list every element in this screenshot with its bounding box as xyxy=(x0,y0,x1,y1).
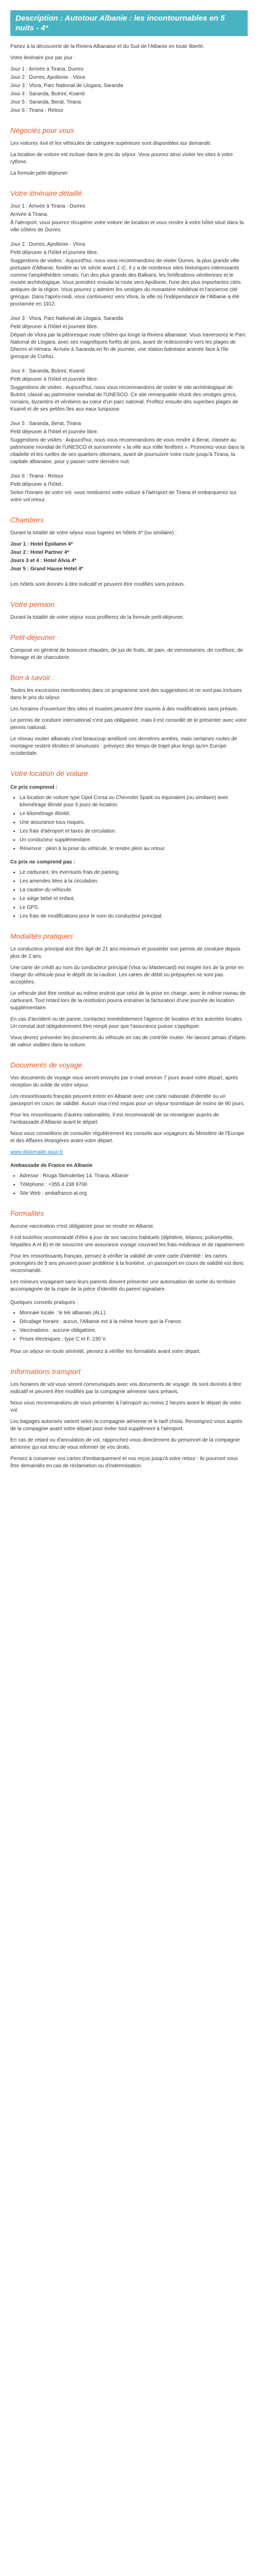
day-description: Suggestions de visites : Aujourd'hui, nous vous recommandons de visiter le site archéologique de Butrint, classé au patrimoine mondial de l'UNESCO. Ce site remarquable réunit des vestiges grecs, romains, byzantins et vénitiens au cœur d'un parc national. Profitez ensuite des superbes plages de Ksamil et de ses petites îles aux eaux turquoise. xyxy=(10,385,238,412)
itinerary-day xyxy=(10,473,248,504)
excluded-list xyxy=(10,869,248,920)
day-heading: Jour 6 : Tirana - Retour xyxy=(10,473,63,479)
hotel-item: Jour 5 : Grand Hause Hotel 4* xyxy=(10,566,84,572)
section-title-formalites: Formalités xyxy=(10,1209,44,1217)
section-title-petit-dejeuner: Petit-déjeuner xyxy=(10,633,56,641)
included-list xyxy=(10,794,248,853)
list-item: • Les amendes liées à la circulation. xyxy=(20,878,248,885)
page-title: Description : Autotour Albanie : les incontournables en 5 nuits - 4* xyxy=(10,10,248,36)
list-item: • Le kilométrage illimité. xyxy=(20,810,248,818)
documents-text: Nous vous conseillons de consulter régulièrement les conseils aux voyageurs du Ministère de l'Europe et des Affaires étrangères avant votre départ. xyxy=(10,1131,245,1144)
day-meal: Petit déjeuner à l'hôtel. xyxy=(10,482,63,487)
day-heading: Jour 4 : Saranda, Butrint, Ksamil xyxy=(10,368,85,374)
transport-text: Les horaires de vol vous seront communiqués avec vos documents de voyage. Ils sont donnés à titre indicatif et peuvent être modifiés par la compagnie aérienne sans préavis. xyxy=(10,1382,241,1395)
section-title-location: Votre location de voiture xyxy=(10,769,88,777)
intro-day: Jour 6 : Tirana - Retour xyxy=(10,108,63,113)
embassy-list xyxy=(10,1173,248,1197)
negocies-text: La formule petit-déjeuner xyxy=(10,171,68,176)
intro-day: Jour 1 : Arrivée à Tirana, Durres xyxy=(10,66,84,72)
hotel-item: Jours 3 et 4 : Hotel Alvia 4* xyxy=(10,558,77,564)
excluded-title: Ce prix ne comprend pas : xyxy=(10,859,75,865)
formalites-text: Il est toutefois recommandé d'être à jour de ses vaccins habituels (diphtérie, tétanos, poliomyélite, hépatites A et B) et de souscrire une assurance voyage couvrant les frais médicaux et de rapatriement. xyxy=(10,1235,246,1248)
itinerary-day xyxy=(10,420,248,466)
bon-a-savoir-text: Toutes les excursions mentionnées dans ce programme sont des suggestions et ne sont pas incluses dans le prix du séjour. xyxy=(10,688,242,701)
list-item: • Adresse : Rruga Skënderbej 14, Tirana, Albanie xyxy=(20,1173,248,1180)
transport-text: Pensez à conserver vos cartes d'embarquement et vos reçus jusqu'à votre retour : ils pourront vous être demandés en cas de réclamation ou d'indemnisation. xyxy=(10,1456,238,1469)
intro-day: Jour 3 : Vlora, Parc National de Llogara, Saranda xyxy=(10,83,123,89)
day-description: Suggestions de visites : Aujourd'hui, nous vous recommandons de visiter Durres, la plus grande ville portuaire d'Albanie, fondée au Ve siècle avant J.-C. Il y a de nombreux sites historiques intéressants comme l'amphithéâtre romain, l'un des plus grands des Balkans, les fortifications vénitiennes et le musée archéologique. Vous prendrez ensuite la route vers Apollonie, l'une des plus importantes cités antiques de la région. Vous pourrez y admirer les vestiges du monastère médiéval et l'ancienne cité grecque. Dans l'après-midi, vous continuerez vers Vlora, la ville où l'indépendance de l'Albanie a été proclamée en 1912. xyxy=(10,258,241,307)
day-meal: Petit déjeuner à l'hôtel et journée libre. xyxy=(10,377,99,382)
list-item: • Monnaie locale : le lek albanais (ALL). xyxy=(20,1310,248,1317)
list-item: • La location de voiture type Opel Corsa ou Chevrolet Spark ou équivalent (ou similaire) avec kilométrage illimité pour 5 jours de location. xyxy=(20,794,248,809)
formalites-text: Les mineurs voyageant sans leurs parents doivent présenter une autorisation de sortie du territoire accompagnée de la copie de la pièce d'identité du parent signataire. xyxy=(10,1279,236,1292)
page xyxy=(10,0,248,1495)
bon-a-savoir-text: Le permis de conduire international n'est pas obligatoire, mais il est conseillé de le présenter avec votre permis national. xyxy=(10,718,247,731)
chambres-intro: Durant la totalité de votre séjour vous logerez en hôtels 4* (ou similaire) : xyxy=(10,530,177,536)
modalites-text: Une carte de crédit au nom du conducteur principal (Visa ou Mastercard) est exigée lors de la prise en charge du véhicule pour le dépôt de la caution. Les cartes de débit ou prépayées ne sont pas acceptées. xyxy=(10,965,244,985)
day-description: Départ de Vlora par la pittoresque route côtière qui longe la Riviera albanaise. Vous traverserez le Parc National de Llogara, avec ses magnifiques forêts de pins, avant de redescendre vers les plages de Dhermi et Himara. Arrivée à Saranda en fin de journée, une station balnéaire animée face à l'île grecque de Corfou. xyxy=(10,332,246,360)
day-meal: Petit déjeuner à l'hôtel et journée libre. xyxy=(10,250,99,256)
formalites-text: Pour les ressortissants français, pensez à vérifier la validité de votre carte d'identité : les cartes prolongées de 5 ans peuvent poser problème à la frontière, un passeport en cours de validité est donc recommandé. xyxy=(10,1253,244,1274)
chambres-note: Les hôtels sont donnés à titre indicatif et peuvent être modifiés sans préavis. xyxy=(10,582,185,587)
list-item: • Prises électriques : type C et F, 230 V. xyxy=(20,1336,248,1343)
section-title-bon-a-savoir: Bon à savoir : xyxy=(10,673,55,682)
formalites-closing: Pour un séjour en toute sérénité, pensez à vérifier les formalités avant votre départ. xyxy=(10,1349,201,1354)
intro-day: Jour 5 : Saranda, Berat, Tirana xyxy=(10,99,81,105)
list-item: • Le siège bébé et enfant. xyxy=(20,895,248,903)
formalites-list-intro: Quelques conseils pratiques : xyxy=(10,1300,78,1306)
pension-text: Durant la totalité de votre séjour vous profiterez de la formule petit-déjeuner. xyxy=(10,615,184,620)
day-meal: Petit déjeuner à l'hôtel et journée libre. xyxy=(10,429,99,435)
intro xyxy=(10,43,248,114)
included-title: Ce prix comprend : xyxy=(10,785,58,790)
section-title-transport: Informations transport xyxy=(10,1367,81,1376)
intro-day: Jour 2 : Durres, Apollonie - Vlora xyxy=(10,75,85,80)
hotel-item: Jour 1 : Hotel Epidamn 4* xyxy=(10,541,73,547)
transport-text: Nous vous recommandons de vous présenter à l'aéroport au moins 2 heures avant le départ de votre vol. xyxy=(10,1400,241,1413)
negocies-text: Les voitures 4x4 et les véhicules de catégorie supérieure sont disponibles sur demande. xyxy=(10,141,212,146)
day-description: À l'aéroport, vous pourrez récupérer votre voiture de location et vous rendre à votre hôtel situé dans la ville côtière de Durres. xyxy=(10,220,244,233)
day-heading: Jour 5 : Saranda, Berat, Tirana xyxy=(10,421,81,427)
transport-text: Les bagages autorisés varient selon la compagnie aérienne et le tarif choisi. Renseignez-vous auprès de la compagnie avant votre départ pour éviter tout supplément à l'aéroport. xyxy=(10,1419,243,1432)
day-heading: Jour 2 : Durres, Apollonie - Vlora xyxy=(10,242,85,247)
itinerary-day xyxy=(10,368,248,413)
formalites-text: Aucune vaccination n'est obligatoire pour se rendre en Albanie. xyxy=(10,1224,155,1229)
list-item: • Une assurance tous risques. xyxy=(20,819,248,826)
list-item: • La caution du véhicule. xyxy=(20,887,248,894)
petit-dejeuner-text: Composé en général de boissons chaudes, de jus de fruits, de pain, de viennoiseries, de confiture, de fromage et de charcuterie. xyxy=(10,648,243,660)
section-title-modalites: Modalités pratiques xyxy=(10,932,73,940)
section-title-negocies: Négociés pour vous xyxy=(10,126,74,134)
documents-text: Pour les ressortissants d'autres nationalités, il est recommandé de se renseigner auprès de l'ambassade d'Albanie avant le départ. xyxy=(10,1112,219,1125)
intro-text: Votre itinéraire jour par jour : xyxy=(10,55,76,61)
list-item: • Téléphone : +355 4 238 9700 xyxy=(20,1181,248,1189)
day-description: Suggestions de visites : Aujourd'hui, nous vous recommandons de vous rendre à Berat, classée au patrimoine mondial de l'UNESCO et surnommée « la ville aux mille fenêtres ». Promenez-vous dans la citadelle et les ruelles de ses quartiers ottomans, avant de poursuivre votre route jusqu'à Tirana, la capitale albanaise, pour y passer votre dernière nuit. xyxy=(10,437,245,465)
transport-text: En cas de retard ou d'annulation de vol, rapprochez-vous directement du personnel de la compagnie aérienne qui est tenu de vous informer de vos droits. xyxy=(10,1437,240,1450)
day-meal: Arrivée à Tirana. xyxy=(10,212,49,217)
section-title-pension: Votre pension xyxy=(10,600,55,608)
section-title-chambres: Chambres xyxy=(10,516,44,524)
list-item: • Réservoir : plein à la prise du véhicule, le rendre plein au retour. xyxy=(20,845,248,853)
modalites-text: Le conducteur principal doit être âgé de 21 ans minimum et posséder son permis de conduire depuis plus de 2 ans. xyxy=(10,946,240,959)
day-meal: Petit déjeuner à l'hôtel et journée libre. xyxy=(10,324,99,330)
hotel-item: Jour 2 : Hotel Partner 4* xyxy=(10,550,69,555)
list-item: • Décalage horaire : aucun, l'Albanie est à la même heure que la France. xyxy=(20,1318,248,1326)
embassy-title: Ambassade de France en Albanie xyxy=(10,1163,93,1168)
list-item: • Les frais de modifications pour le nom du conducteur principal. xyxy=(20,913,248,920)
bon-a-savoir-text: Les horaires d'ouverture des sites et musées peuvent être soumis à des modifications sans préavis. xyxy=(10,706,238,712)
modalites-text: Le véhicule doit être restitué au même endroit que celui de la prise en charge, avec le même niveau de carburant. Tout retard lors de la restitution pourra entraîner la facturation d'une journée de location supplémentaire. xyxy=(10,991,246,1011)
section-title-itineraire: Votre itinéraire détaillé xyxy=(10,189,82,197)
list-item: • Le GPS. xyxy=(20,904,248,911)
section-title-documents: Documents de voyage xyxy=(10,1061,83,1069)
list-item: • Le carburant, les éventuels frais de parking. xyxy=(20,869,248,876)
list-item: • Site Web : ambafrance-al.org xyxy=(20,1190,248,1197)
spacer xyxy=(10,574,248,581)
bon-a-savoir-text: Le réseau routier albanais s'est beaucoup amélioré ces dernières années, mais certaines routes de montagne restent étroites et sinueuses : prévoyez des temps de trajet plus longs qu'en Europe occidentale. xyxy=(10,736,237,756)
negocies-text: La location de voiture est incluse dans le prix du séjour. Vous pourrez ainsi visiter les sites à votre rythme. xyxy=(10,152,233,165)
formalites-list xyxy=(10,1310,248,1343)
day-heading: Jour 1 : Arrivée à Tirana - Durres xyxy=(10,204,86,209)
modalites-text: En cas d'accident ou de panne, contactez immédiatement l'agence de location et les autorités locales. Un constat doit obligatoirement être rempli pour que l'assurance puisse s'appliquer. xyxy=(10,1016,244,1029)
intro-text: Partez à la découverte de la Riviera Albanaise et du Sud de l'Albanie en toute liberté. xyxy=(10,44,205,49)
itinerary-day xyxy=(10,203,248,234)
modalites-text: Vous devrez présenter les documents du véhicule en cas de contrôle routier. Ne laissez jamais d'objets de valeur visibles dans la voiture. xyxy=(10,1035,246,1048)
intro-day: Jour 4 : Saranda, Butrint, Ksamil xyxy=(10,91,85,97)
documents-text: Vos documents de voyage vous seront envoyés par e-mail environ 7 jours avant votre départ, après réception du solde de votre séjour. xyxy=(10,1075,238,1088)
diplomatie-link[interactable]: www.diplomatie.gouv.fr xyxy=(10,1149,63,1155)
list-item: • Vaccinations : aucune obligatoire. xyxy=(20,1327,248,1334)
itinerary-day xyxy=(10,315,248,361)
list-item: • Un conducteur supplémentaire. xyxy=(20,837,248,844)
itinerary-day xyxy=(10,241,248,308)
list-item: • Les frais d'aéroport et taxes de circulation. xyxy=(20,828,248,835)
day-heading: Jour 3 : Vlora, Parc National de Llogara, Saranda xyxy=(10,316,123,321)
day-description: Selon l'horaire de votre vol, vous restituerez votre voiture à l'aéroport de Tirana et embarquerez sur votre vol retour. xyxy=(10,490,237,503)
documents-text: Les ressortissants français peuvent entrer en Albanie avec une carte nationale d'identité ou un passeport en cours de validité. Aucun visa n'est requis pour un séjour touristique de moins de 90 jours. xyxy=(10,1094,245,1107)
